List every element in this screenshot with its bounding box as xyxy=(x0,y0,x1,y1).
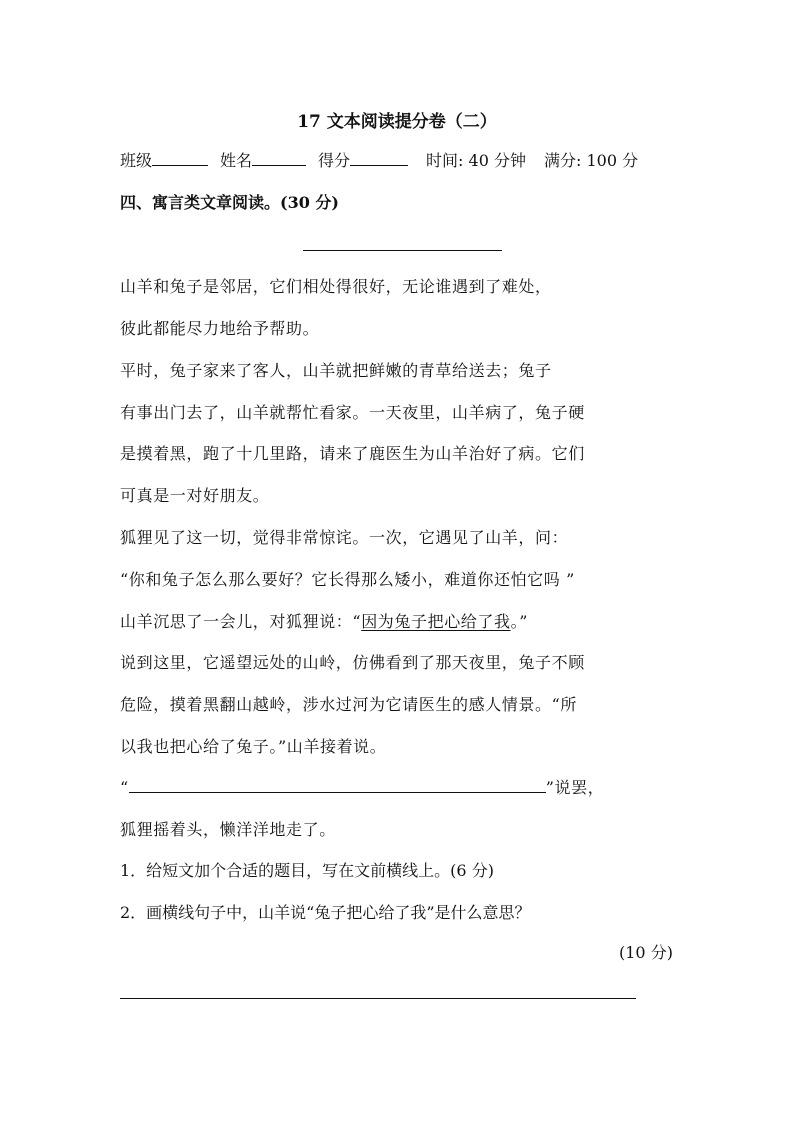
name-label: 姓名 xyxy=(220,151,253,170)
name-blank[interactable] xyxy=(252,151,306,166)
passage-line-underlined-sentence xyxy=(120,609,528,632)
passage-line: 说到这里，它遥望远处的山岭，仿佛看到了那天夜里，兔子不顾 xyxy=(120,653,585,672)
passage-line: 山羊和兔子是邻居，它们相处得很好，无论谁遇到了难处， xyxy=(120,277,552,296)
class-blank[interactable] xyxy=(152,151,208,166)
question-1: 1．给短文加个合适的题目，写在文前横线上。(6 分) xyxy=(120,861,494,880)
passage-title-blank[interactable] xyxy=(303,250,502,251)
question-2: 2．画横线句子中，山羊说“兔子把心给了我”是什么意思？ xyxy=(120,903,531,922)
full-score-label: 满分: 100 分 xyxy=(543,151,639,170)
underlined-sentence: 因为兔子把心给了我 xyxy=(361,612,511,631)
passage-line: 彼此都能尽力地给予帮助。 xyxy=(120,319,320,338)
student-info-row xyxy=(120,148,638,171)
quote-close: ”说罢， xyxy=(545,778,605,797)
passage-line: 平时，兔子家来了客人，山羊就把鲜嫩的青草给送去；兔子 xyxy=(120,361,552,380)
passage-line: 有事出门去了，山羊就帮忙看家。一天夜里，山羊病了，兔子硬 xyxy=(120,403,585,422)
line-suffix: 。” xyxy=(510,612,528,631)
question-2-score: (10 分) xyxy=(619,943,673,962)
time-label: 时间: 40 分钟 xyxy=(426,151,526,170)
score-label: 得分 xyxy=(318,151,351,170)
section-heading: 四、寓言类文章阅读。(30 分) xyxy=(120,193,339,212)
line-prefix: 山羊沉思了一会儿，对狐狸说：“ xyxy=(120,612,362,631)
passage-line: 以我也把心给了兔子。”山羊接着说。 xyxy=(120,737,387,756)
passage-line: “你和兔子怎么那么要好？它长得那么矮小，难道你还怕它吗 ” xyxy=(120,570,575,589)
quote-blank-line-row xyxy=(120,775,604,798)
quote-open: “ xyxy=(120,778,129,797)
score-blank[interactable] xyxy=(350,151,408,166)
page-title: 17 文本阅读提分卷（二） xyxy=(297,112,497,132)
passage-line: 狐狸见了这一切，觉得非常惊诧。一次，它遇见了山羊，问： xyxy=(120,528,569,547)
passage-line: 可真是一对好朋友。 xyxy=(120,486,270,505)
passage-line: 狐狸摇着头，懒洋洋地走了。 xyxy=(120,820,336,839)
passage-line: 危险，摸着黑翻山越岭，涉水过河为它请医生的感人情景。“所 xyxy=(120,695,577,714)
answer-blank[interactable] xyxy=(120,998,636,999)
passage-line: 是摸着黑，跑了十几里路，请来了鹿医生为山羊治好了病。它们 xyxy=(120,444,585,463)
class-label: 班级 xyxy=(120,151,153,170)
quote-fill-blank[interactable] xyxy=(129,778,546,793)
